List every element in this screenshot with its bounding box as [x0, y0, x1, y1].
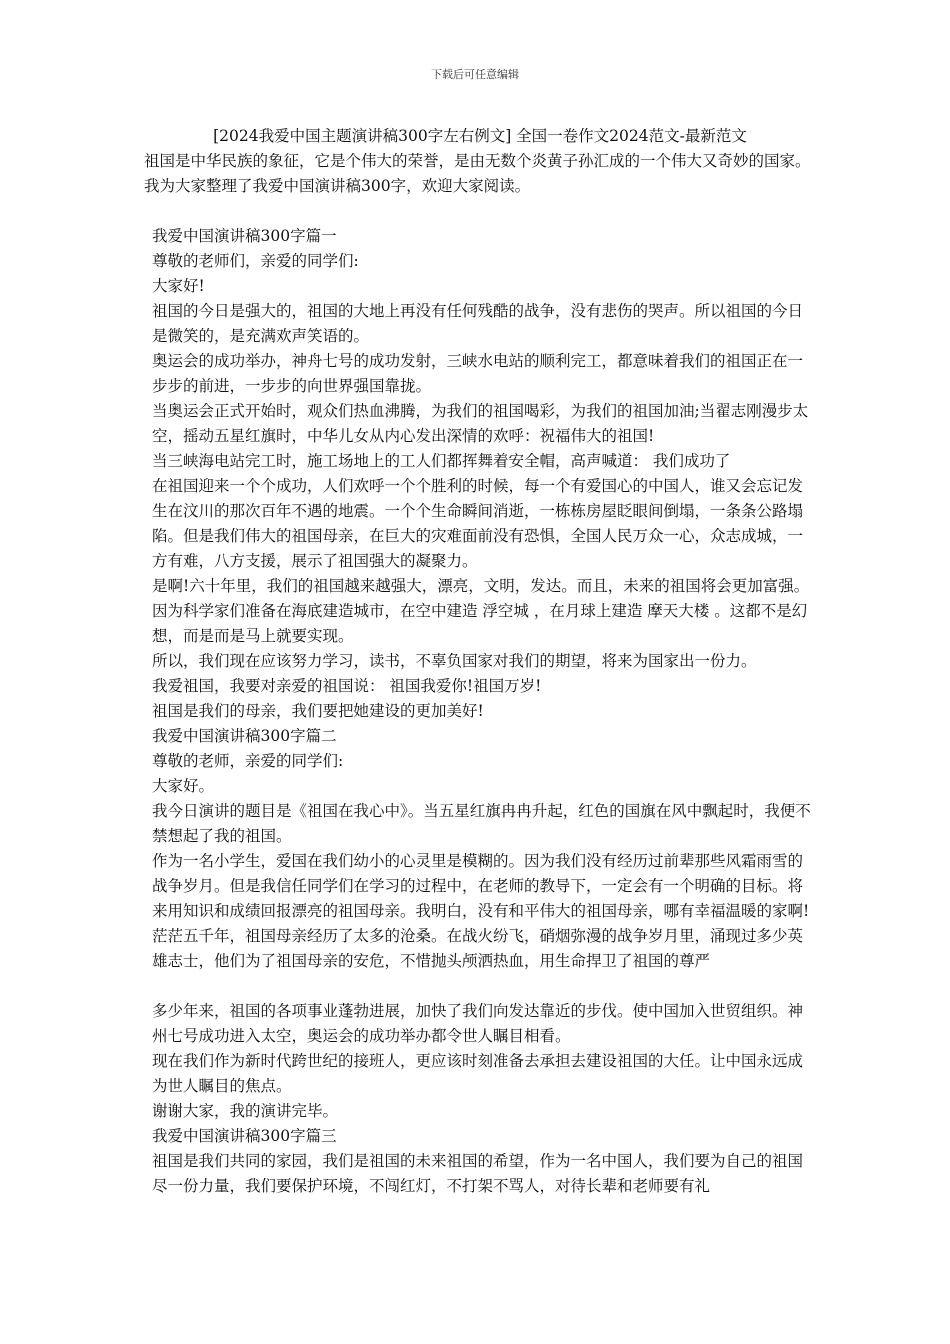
paragraph: 在祖国迎来一个个成功，人们欢呼一个个胜利的时候，每一个有爱国心的中国人，谁又会忘记发生在汶川的那次百年不遇的地震。一个个生命瞬间消逝，一栋栋房屋眨眼间倒塌，一条条公路塌陷。但是我们伟大的祖国母亲，在巨大的灾难面前没有恐惧，全国人民万众一心，众志成城，一方有难，八方支援，展示了祖国强大的凝聚力。 — [152, 477, 804, 570]
paragraph: 是啊!六十年里，我们的祖国越来越强大，漂亮，文明，发达。而且，未来的祖国将会更加富强。因为科学家们准备在海底建造城市，在空中建造 浮空城 ，在月球上建造 摩天大楼 。这都不是幻想，而是而是马上就要实现。 — [152, 577, 810, 645]
paragraph: 我爱祖国，我要对亲爱的祖国说： 祖国我爱你!祖国万岁! — [152, 677, 542, 695]
paragraph: 当三峡海电站完工时，施工场地上的工人们都挥舞着安全帽，高声喊道： 我们成功了 — [152, 452, 731, 470]
paragraph: 现在我们作为新时代跨世纪的接班人，更应该时刻准备去承担去建设祖国的大任。让中国永远成为世人瞩目的焦点。 — [152, 1052, 804, 1095]
paragraph: 我今日演讲的题目是《祖国在我心中》。当五星红旗冉冉升起，红色的国旗在风中飘起时，我便不禁想起了我的祖国。 — [152, 802, 811, 845]
paragraph: 尊敬的老师，亲爱的同学们: — [152, 752, 344, 770]
spacer — [144, 199, 816, 224]
paragraph: 谢谢大家，我的演讲完毕。 — [152, 1102, 339, 1120]
paragraph: 奥运会的成功举办，神舟七号的成功发射，三峡水电站的顺利完工，都意味着我们的祖国正在一步步的前进，一步步的向世界强国靠拢。 — [152, 352, 804, 395]
paragraph: 多少年来，祖国的各项事业蓬勃进展，加快了我们向发达靠近的步伐。使中国加入世贸组织。神州七号成功进入太空，奥运会的成功举办都令世人瞩目相看。 — [152, 1002, 804, 1045]
paragraph: 茫茫五千年，祖国母亲经历了太多的沧桑。在战火纷飞，硝烟弥漫的战争岁月里，涌现过多少英雄志士，他们为了祖国母亲的安危，不惜抛头颅洒热血，用生命捍卫了祖国的尊严 — [152, 927, 804, 970]
paragraph: 作为一名小学生，爱国在我们幼小的心灵里是模糊的。因为我们没有经历过前辈那些风霜雨雪的战争岁月。但是我信任同学们在学习的过程中，在老师的教导下，一定会有一个明确的目标。将来用知识和成绩回报漂亮的祖国母亲。我明白，没有和平伟大的祖国母亲，哪有幸福温暖的家啊! — [152, 852, 810, 920]
paragraph: 祖国是我们共同的家园，我们是祖国的未来祖国的希望，作为一名中国人，我们要为自己的祖国尽一份力量，我们要保护环境，不闯红灯，不打架不骂人，对待长辈和老师要有礼 — [152, 1152, 804, 1195]
section-heading-3: 我爱中国演讲稿300字篇三 — [152, 1127, 337, 1145]
paragraph: 当奥运会正式开始时，观众们热血沸腾，为我们的祖国喝彩，为我们的祖国加油;当翟志刚漫步太空，摇动五星红旗时，中华儿女从内心发出深情的欢呼：祝福伟大的祖国! — [152, 402, 809, 445]
section-heading-2: 我爱中国演讲稿300字篇二 — [152, 727, 337, 745]
paragraph: 祖国的今日是强大的，祖国的大地上再没有任何残酷的战争，没有悲伤的哭声。所以祖国的今日是微笑的，是充满欢声笑语的。 — [152, 302, 804, 345]
intro-paragraph: 祖国是中华民族的象征，它是个伟大的荣誉，是由无数个炎黄子孙汇成的一个伟大又奇妙的国家。我为大家整理了我爱中国演讲稿300字，欢迎大家阅读。 — [144, 152, 811, 195]
document-body — [144, 124, 816, 1199]
paragraph: 大家好。 — [152, 777, 215, 795]
page-break-spacer — [144, 974, 816, 999]
paragraph: 尊敬的老师们，亲爱的同学们: — [152, 252, 359, 270]
page-header-note: 下载后可任意编辑 — [431, 68, 519, 81]
document-title: [2024我爱中国主题演讲稿300字左右例文] 全国一卷作文2024范文-最新范文 — [213, 127, 747, 145]
paragraph: 祖国是我们的母亲，我们要把她建设的更加美好! — [152, 702, 484, 720]
paragraph: 大家好! — [152, 277, 205, 295]
paragraph: 所以，我们现在应该努力学习，读书，不辜负国家对我们的期望，将来为国家出一份力。 — [152, 652, 757, 670]
section-heading-1: 我爱中国演讲稿300字篇一 — [152, 227, 337, 245]
